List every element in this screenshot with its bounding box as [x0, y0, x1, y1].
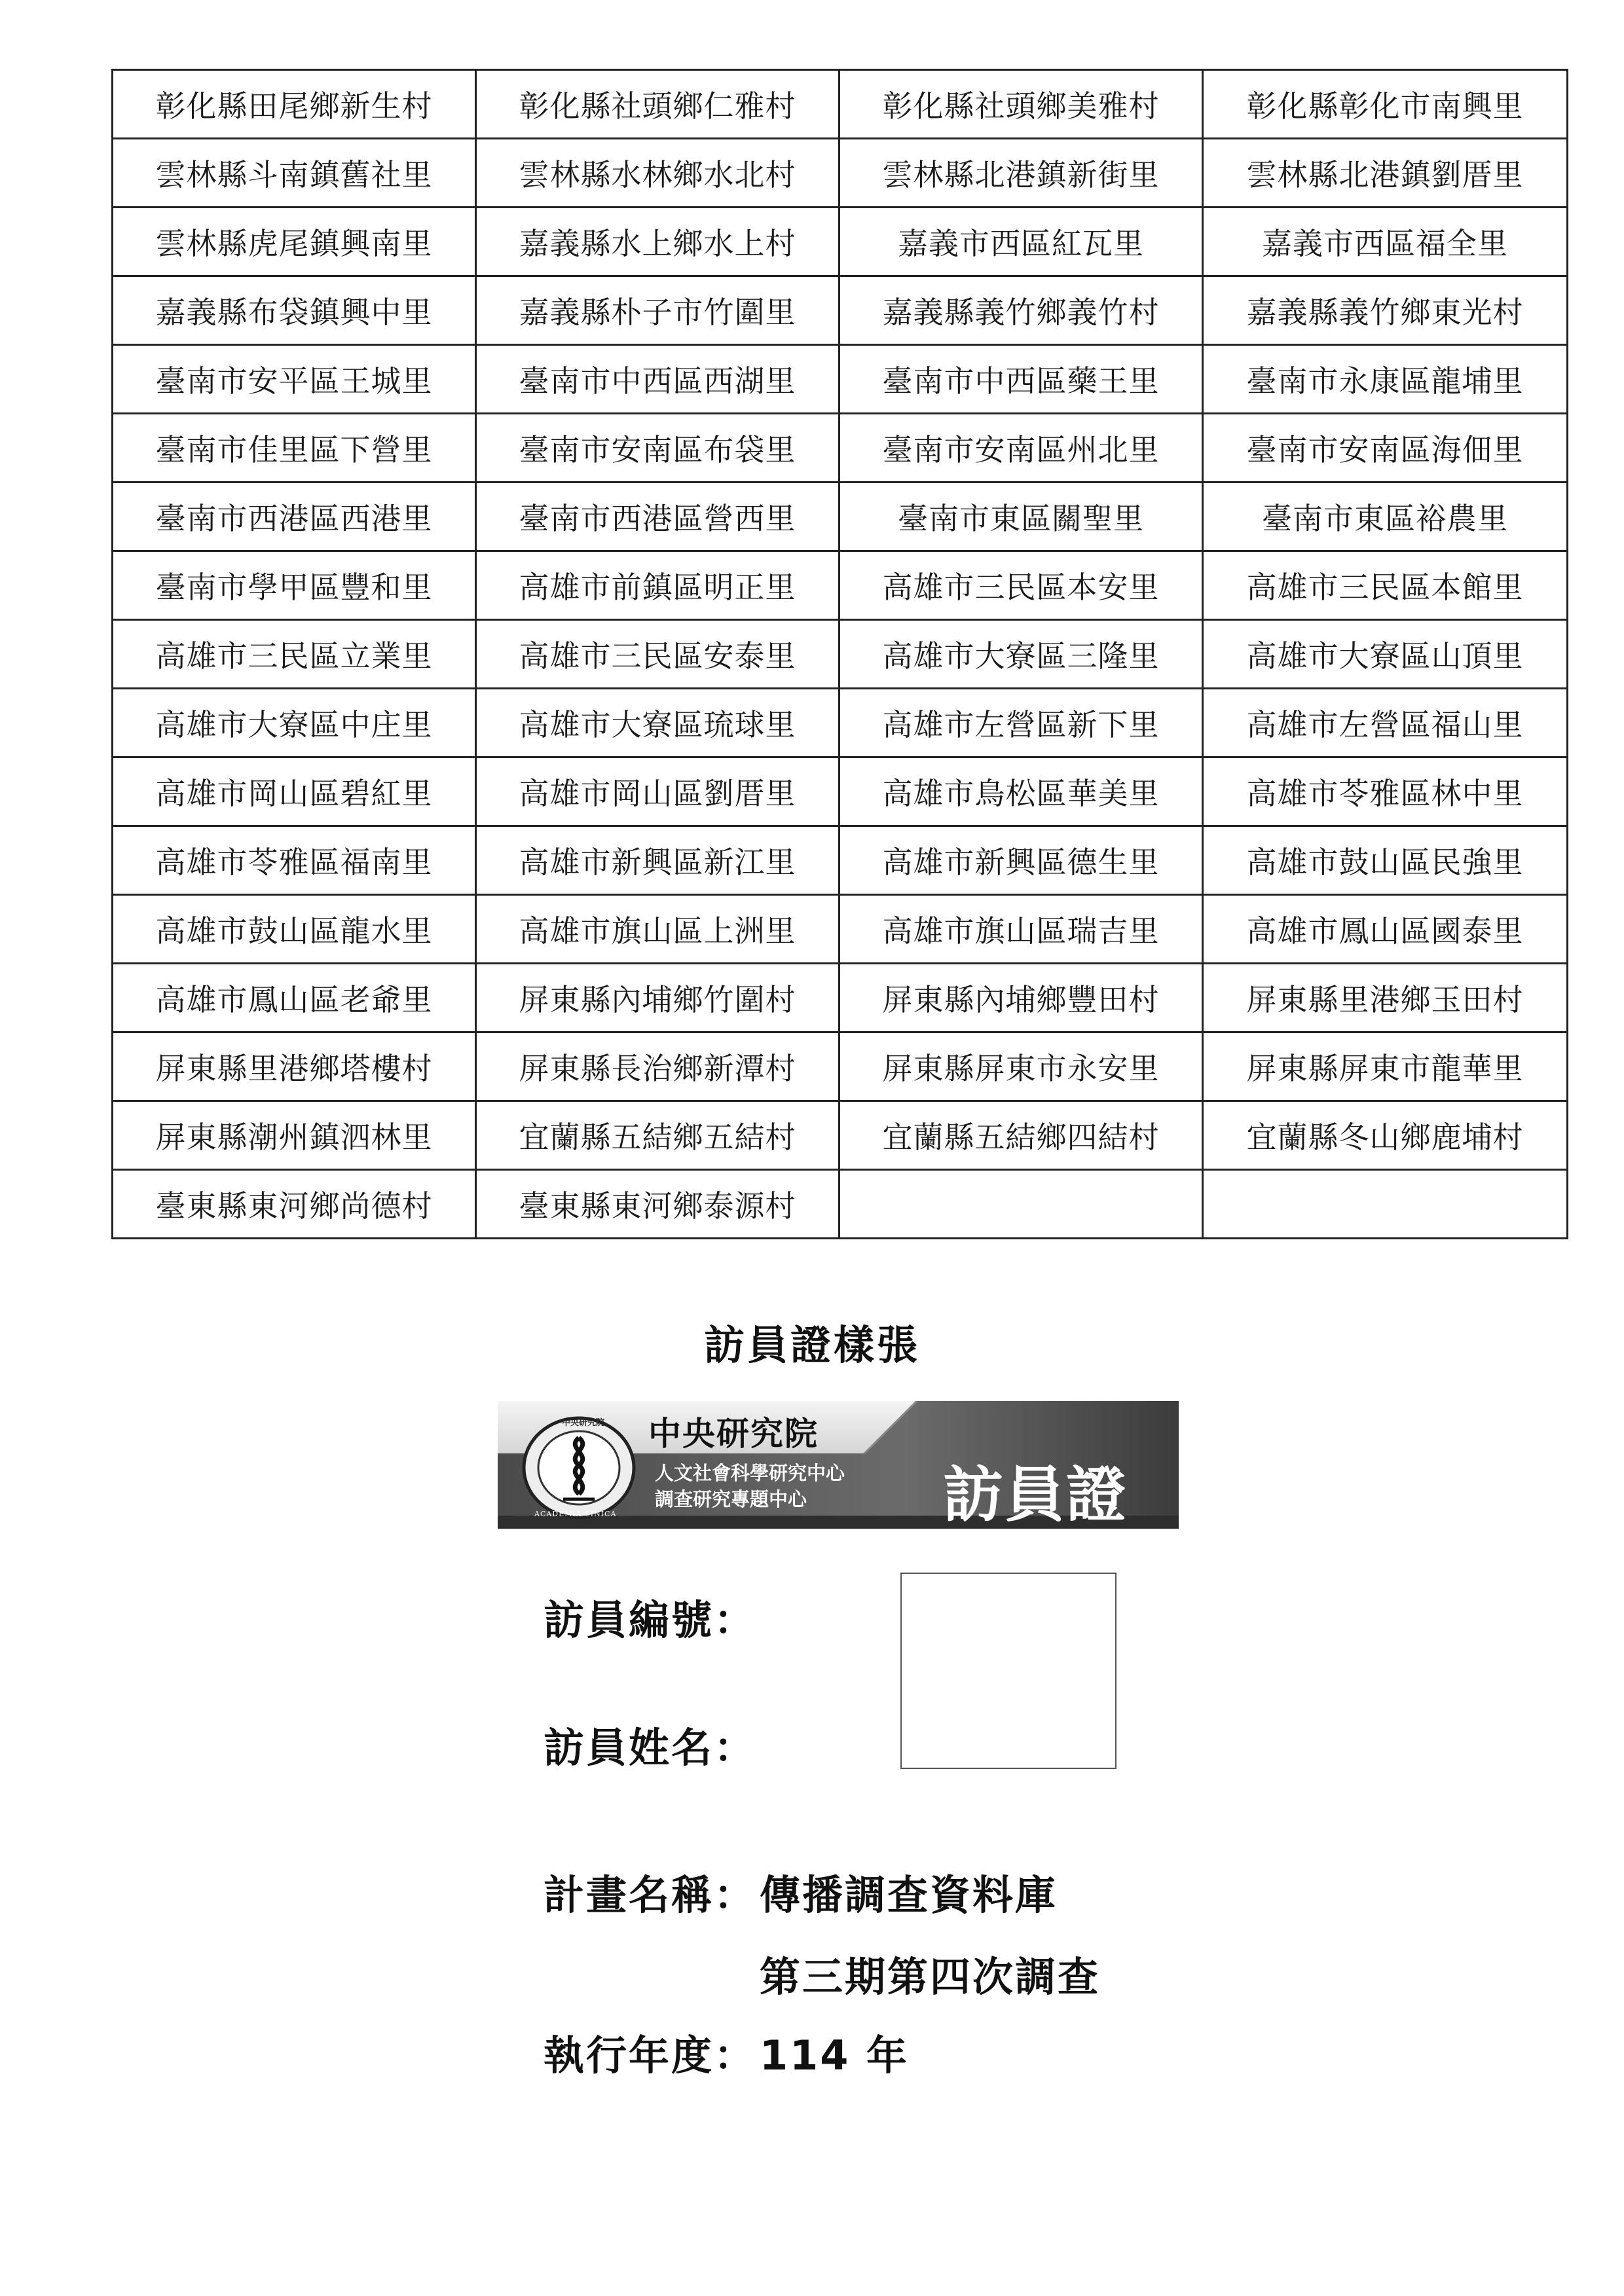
village-cell: 屏東縣內埔鄉豐田村	[840, 964, 1203, 1032]
table-row	[113, 70, 1568, 139]
village-cell: 臺南市安南區州北里	[840, 414, 1203, 483]
village-cell: 嘉義縣水上鄉水上村	[476, 208, 840, 276]
village-cell: 嘉義市西區福全里	[1203, 208, 1568, 276]
village-cell: 臺南市中西區西湖里	[476, 345, 840, 414]
village-cell: 高雄市鼓山區龍水里	[113, 895, 476, 964]
table-row	[113, 139, 1568, 208]
village-cell: 高雄市大寮區三隆里	[840, 620, 1203, 689]
village-cell	[1203, 1170, 1568, 1239]
village-cell: 臺南市永康區龍埔里	[1203, 345, 1568, 414]
village-cell: 雲林縣斗南鎮舊社里	[113, 139, 476, 208]
table-row	[113, 964, 1568, 1032]
village-cell: 臺南市學甲區豐和里	[113, 551, 476, 620]
table-row	[113, 1101, 1568, 1170]
village-cell: 高雄市新興區德生里	[840, 826, 1203, 895]
village-cell: 高雄市左營區福山里	[1203, 689, 1568, 757]
village-cell: 臺南市佳里區下營里	[113, 414, 476, 483]
table-row	[113, 620, 1568, 689]
village-cell: 高雄市鳥松區華美里	[840, 757, 1203, 826]
village-cell: 高雄市岡山區劉厝里	[476, 757, 840, 826]
academia-sinica-seal-icon	[520, 1415, 638, 1520]
village-cell: 高雄市左營區新下里	[840, 689, 1203, 757]
village-cell: 屏東縣屏東市永安里	[840, 1032, 1203, 1101]
table-row	[113, 276, 1568, 345]
village-cell: 彰化縣彰化市南興里	[1203, 70, 1568, 139]
village-cell: 高雄市鳳山區老爺里	[113, 964, 476, 1032]
village-cell: 臺南市東區關聖里	[840, 483, 1203, 551]
center-name: 人文社會科學研究中心	[655, 1462, 845, 1484]
village-cell: 臺南市西港區西港里	[113, 483, 476, 551]
village-cell: 高雄市鳳山區國泰里	[1203, 895, 1568, 964]
village-cell: 高雄市苓雅區福南里	[113, 826, 476, 895]
village-cell: 高雄市大寮區中庄里	[113, 689, 476, 757]
village-cell: 彰化縣田尾鄉新生村	[113, 70, 476, 139]
village-cell: 屏東縣長治鄉新潭村	[476, 1032, 840, 1101]
table-row	[113, 689, 1568, 757]
village-cell: 高雄市三民區本安里	[840, 551, 1203, 620]
village-cell: 高雄市三民區本館里	[1203, 551, 1568, 620]
badge-sample-heading: 訪員證樣張	[703, 1321, 920, 1369]
village-table	[111, 69, 1568, 1239]
village-cell: 高雄市鼓山區民強里	[1203, 826, 1568, 895]
village-cell: 臺南市安南區布袋里	[476, 414, 840, 483]
sub-center-name: 調查研究專題中心	[655, 1488, 807, 1510]
village-cell: 嘉義縣義竹鄉東光村	[1203, 276, 1568, 345]
village-cell: 宜蘭縣五結鄉四結村	[840, 1101, 1203, 1170]
village-cell: 彰化縣社頭鄉仁雅村	[476, 70, 840, 139]
village-cell: 雲林縣北港鎮新街里	[840, 139, 1203, 208]
village-cell: 雲林縣水林鄉水北村	[476, 139, 840, 208]
village-cell: 嘉義市西區紅瓦里	[840, 208, 1203, 276]
village-cell: 宜蘭縣冬山鄉鹿埔村	[1203, 1101, 1568, 1170]
village-cell: 嘉義縣朴子市竹圍里	[476, 276, 840, 345]
village-cell: 高雄市旗山區上洲里	[476, 895, 840, 964]
table-row	[113, 483, 1568, 551]
table-row	[113, 895, 1568, 964]
village-cell: 雲林縣北港鎮劉厝里	[1203, 139, 1568, 208]
project-name-label: 計畫名稱：	[544, 1871, 757, 1919]
seal-text: ACADEMIA SINICA	[534, 1510, 617, 1518]
village-cell: 彰化縣社頭鄉美雅村	[840, 70, 1203, 139]
village-cell: 屏東縣潮州鎮泗林里	[113, 1101, 476, 1170]
village-cell: 臺南市西港區營西里	[476, 483, 840, 551]
table-row	[113, 1032, 1568, 1101]
village-cell: 屏東縣內埔鄉竹圍村	[476, 964, 840, 1032]
table-row	[113, 345, 1568, 414]
village-cell: 高雄市旗山區瑞吉里	[840, 895, 1203, 964]
project-name-line2: 第三期第四次調查	[760, 1953, 1101, 2001]
table-row	[113, 208, 1568, 276]
village-cell	[840, 1170, 1203, 1239]
village-cell: 高雄市岡山區碧紅里	[113, 757, 476, 826]
table-row	[113, 551, 1568, 620]
village-cell: 高雄市前鎮區明正里	[476, 551, 840, 620]
table-row	[113, 757, 1568, 826]
card-title: 訪員證	[943, 1460, 1128, 1530]
village-cell: 臺東縣東河鄉尚德村	[113, 1170, 476, 1239]
village-cell: 臺南市安南區海佃里	[1203, 414, 1568, 483]
village-cell: 高雄市大寮區琉球里	[476, 689, 840, 757]
village-cell: 高雄市大寮區山頂里	[1203, 620, 1568, 689]
village-cell: 高雄市新興區新江里	[476, 826, 840, 895]
table-row	[113, 826, 1568, 895]
table-row	[113, 414, 1568, 483]
village-cell: 屏東縣里港鄉塔樓村	[113, 1032, 476, 1101]
table-row	[113, 1170, 1568, 1239]
village-cell: 嘉義縣義竹鄉義竹村	[840, 276, 1203, 345]
village-cell: 宜蘭縣五結鄉五結村	[476, 1101, 840, 1170]
village-cell: 臺東縣東河鄉泰源村	[476, 1170, 840, 1239]
village-cell: 高雄市三民區立業里	[113, 620, 476, 689]
village-cell: 高雄市三民區安泰里	[476, 620, 840, 689]
photo-placeholder	[900, 1573, 1116, 1769]
village-cell: 雲林縣虎尾鎮興南里	[113, 208, 476, 276]
badge-banner	[498, 1401, 1179, 1529]
village-cell: 高雄市苓雅區林中里	[1203, 757, 1568, 826]
org-name: 中央研究院	[648, 1415, 819, 1453]
execution-year-value: 114 年	[760, 2032, 910, 2079]
execution-year-label: 執行年度：	[544, 2032, 757, 2079]
village-cell: 臺南市安平區王城里	[113, 345, 476, 414]
interviewer-id-label: 訪員編號：	[544, 1596, 757, 1644]
interviewer-name-label: 訪員姓名：	[544, 1724, 757, 1772]
project-name-line1: 傳播調查資料庫	[760, 1871, 1058, 1919]
seal-top-text: 中央研究院	[562, 1418, 605, 1428]
village-cell: 屏東縣里港鄉玉田村	[1203, 964, 1568, 1032]
village-table-body	[113, 70, 1568, 1239]
village-cell: 屏東縣屏東市龍華里	[1203, 1032, 1568, 1101]
village-cell: 臺南市中西區藥王里	[840, 345, 1203, 414]
village-cell: 嘉義縣布袋鎮興中里	[113, 276, 476, 345]
village-cell: 臺南市東區裕農里	[1203, 483, 1568, 551]
